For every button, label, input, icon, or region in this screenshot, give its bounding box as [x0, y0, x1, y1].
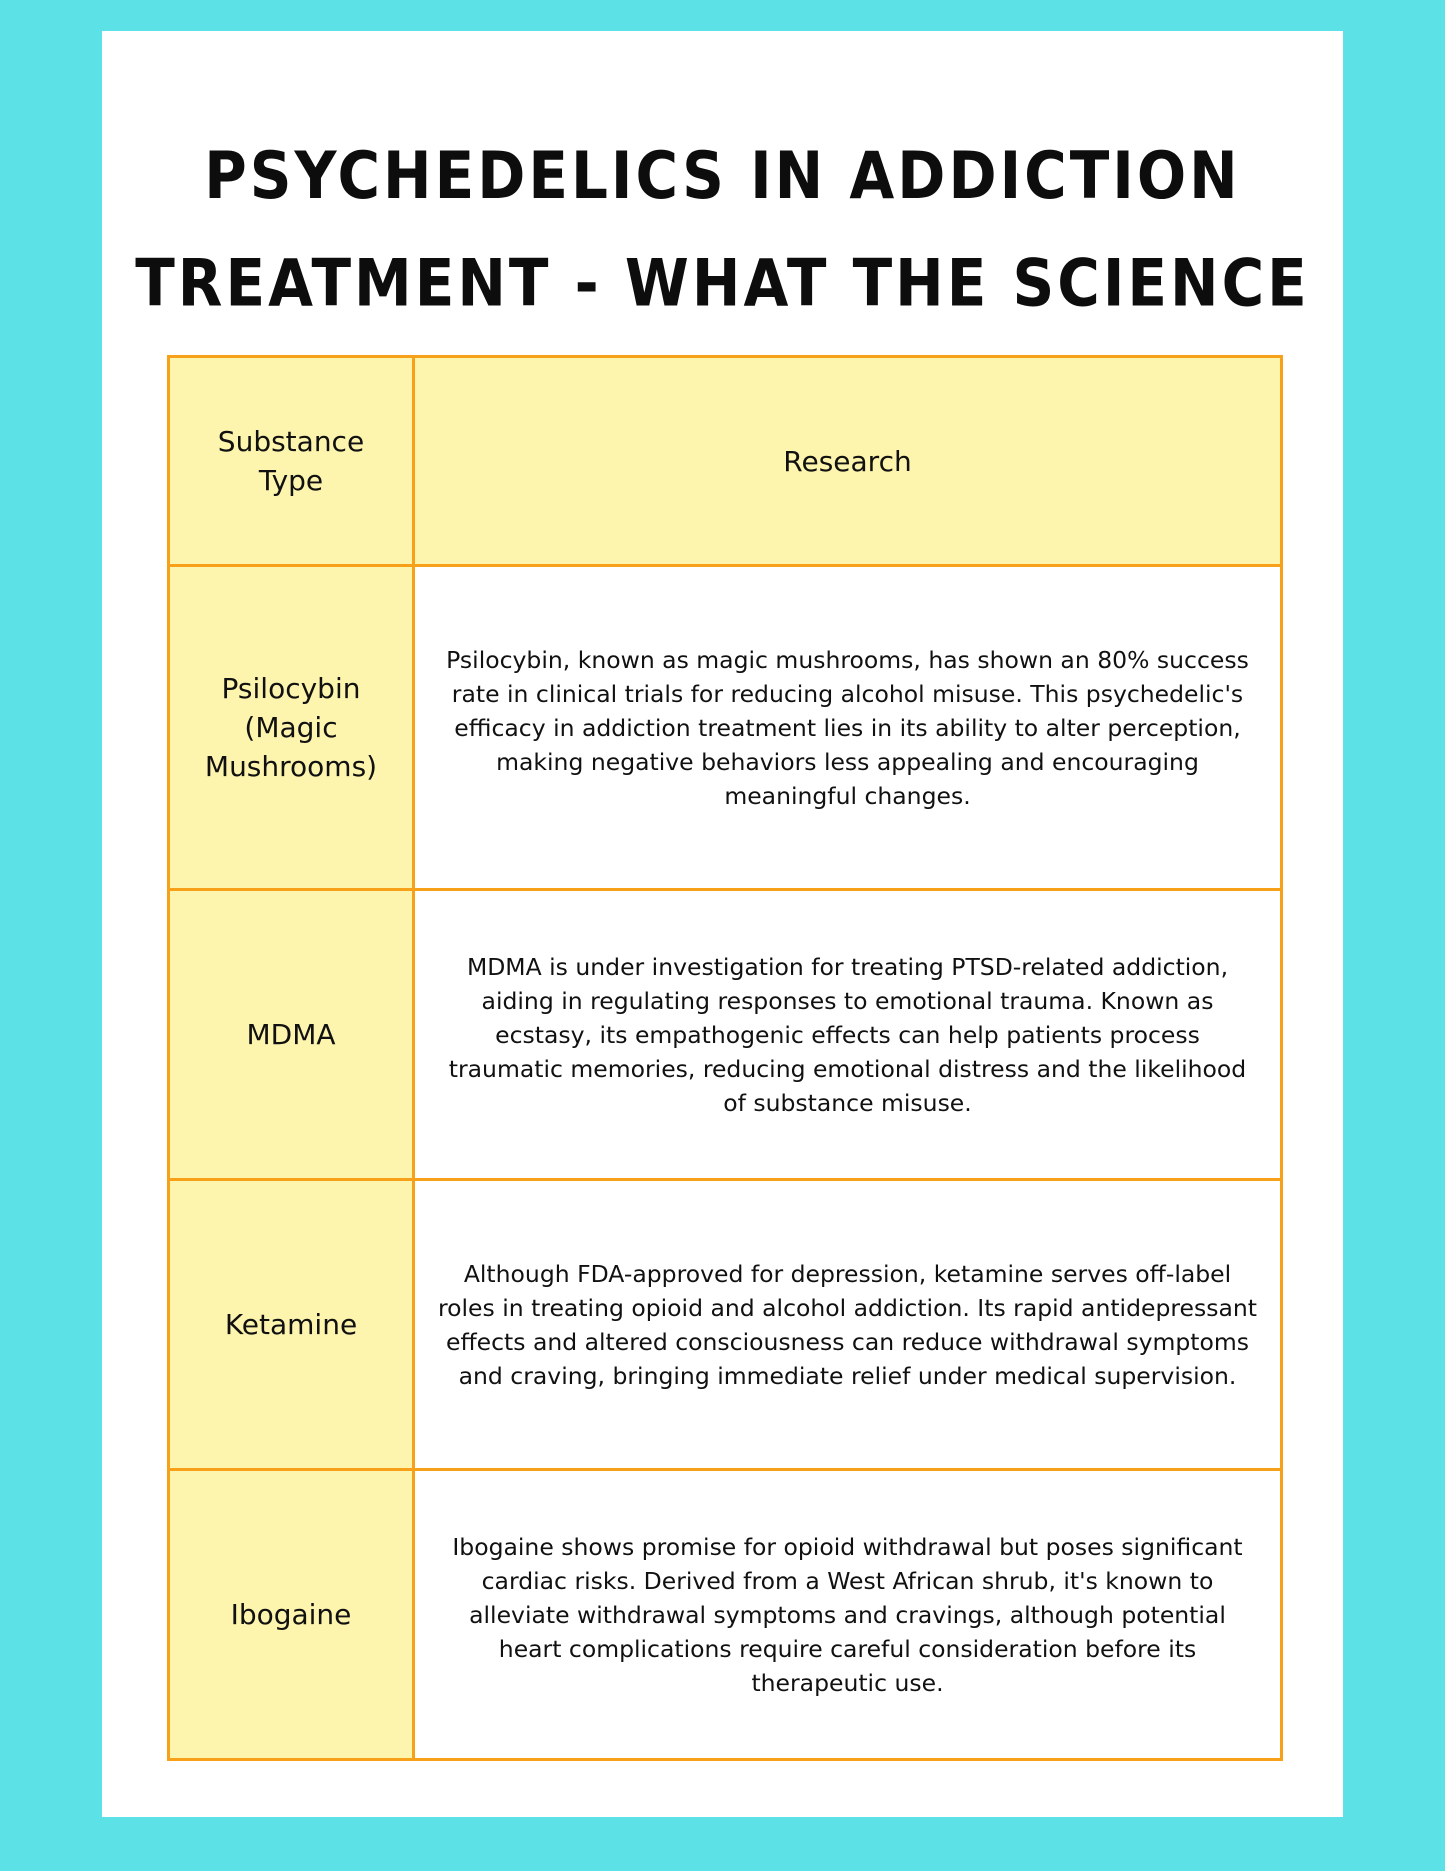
- substance-cell: Psilocybin (Magic Mushrooms): [169, 566, 414, 890]
- table-row: [169, 890, 1282, 1180]
- title-line-1: PSYCHEDELICS IN ADDICTION: [204, 137, 1241, 214]
- research-table: [167, 355, 1283, 1761]
- table-header-row: [169, 357, 1282, 566]
- substance-cell: Ketamine: [169, 1180, 414, 1470]
- table-row: [169, 1180, 1282, 1470]
- header-research: Research: [414, 357, 1282, 566]
- research-cell: MDMA is under investigation for treating PTSD-related addiction, aiding in regulating responses to emotional trauma. Known as ecstasy, its empathogenic effects can help patients process traumatic memories, reducing emotional distress and the likelihood of substance misuse.: [414, 890, 1282, 1180]
- table-row: [169, 1470, 1282, 1760]
- research-cell: Although FDA-approved for depression, ketamine serves off-label roles in treating opioid and alcohol addiction. Its rapid antidepressant effects and altered consciousness can reduce withdrawal symptoms and craving, bringing immediate relief under medical supervision.: [414, 1180, 1282, 1470]
- header-substance-type: Substance Type: [169, 357, 414, 566]
- research-cell: Ibogaine shows promise for opioid withdrawal but poses significant cardiac risks. Derived from a West African shrub, it's known to alleviate withdrawal symptoms and cravings, although potential heart complications require careful consideration before its therapeutic use.: [414, 1470, 1282, 1760]
- substance-cell: MDMA: [169, 890, 414, 1180]
- document-card: [102, 31, 1343, 1817]
- table-row: [169, 566, 1282, 890]
- title-line-2: TREATMENT - WHAT THE SCIENCE: [135, 244, 1310, 322]
- substance-cell: Ibogaine: [169, 1470, 414, 1760]
- research-cell: Psilocybin, known as magic mushrooms, has shown an 80% success rate in clinical trials for reducing alcohol misuse. This psychedelic's efficacy in addiction treatment lies in its ability to alter perception, making negative behaviors less appealing and encouraging meaningful changes.: [414, 566, 1282, 890]
